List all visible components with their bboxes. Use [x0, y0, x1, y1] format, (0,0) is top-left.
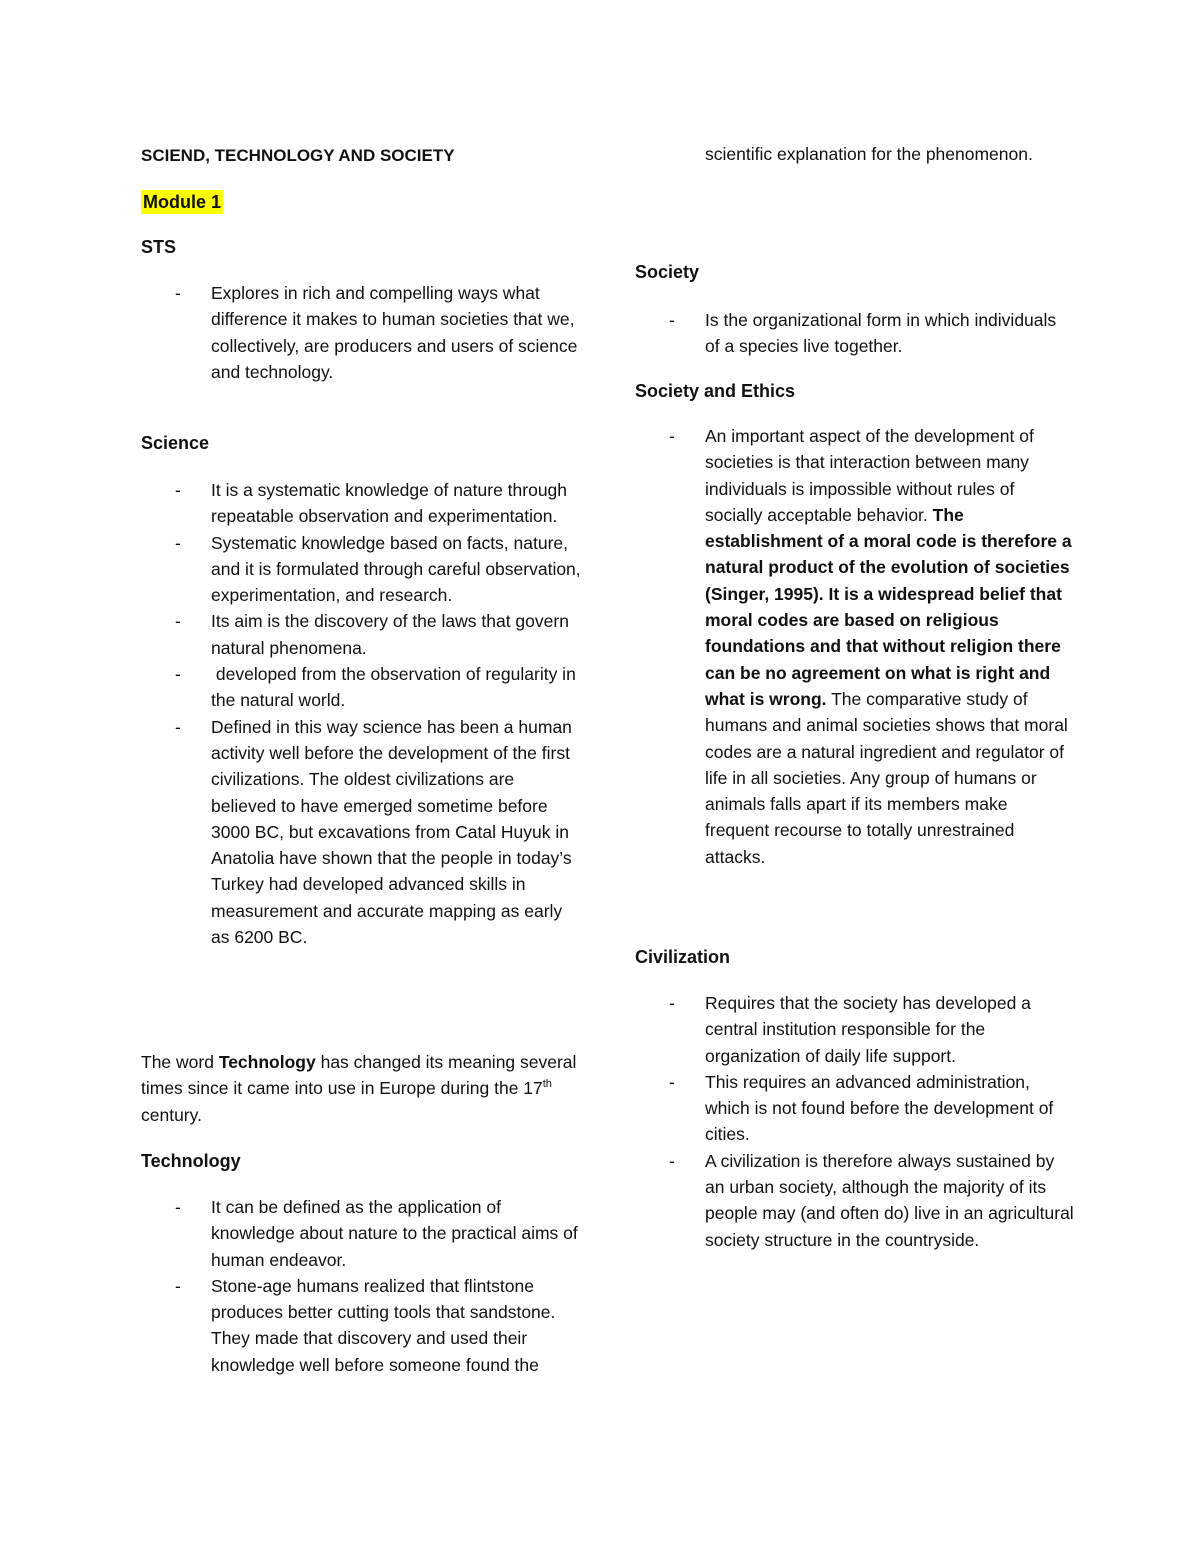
society-heading: Society	[635, 262, 700, 282]
list-item: - An important aspect of the development of societies is that interaction between many individuals is impossible without rules of socially acceptable behavior. The establishment of a moral code is therefore a natural product of the evolution of societies (Singer, 1995). It is a widespread belief that moral codes are based on religious foundations and that without religion there can be no agreement on what is right and what is wrong. The comparative study of humans and animal societies shows that moral codes are a natural ingredient and regulator of life in all societies. Any group of humans or animals falls apart if its members make frequent recourse to totally unrestrained attacks.	[635, 423, 1075, 870]
list-item: - Requires that the society has developed a central institution responsible for the organization of daily life support.	[635, 990, 1075, 1069]
bullet-dash: -	[669, 310, 675, 330]
list-item: - It is a systematic knowledge of nature through repeatable observation and experimentation.	[141, 477, 581, 530]
sts-heading: STS	[141, 237, 177, 257]
technology-heading: Technology	[141, 1151, 241, 1171]
technology-intro-paragraph: The word Technology has changed its meaning several times since it came into use in Europe during the 17th century.	[141, 1052, 577, 1125]
technology-continuation: scientific explanation for the phenomenon.	[705, 144, 1033, 164]
society-ethics-heading: Society and Ethics	[635, 381, 796, 401]
bullet-dash: -	[175, 1275, 181, 1296]
list-item: - Stone-age humans realized that flintstone produces better cutting tools that sandstone. They made that discovery and used their knowledge well before someone found the	[141, 1273, 581, 1378]
bullet-dash: -	[175, 283, 181, 303]
bullet-dash: -	[669, 1071, 675, 1092]
bullet-dash: -	[669, 1150, 675, 1171]
list-item: - Its aim is the discovery of the laws that govern natural phenomena.	[141, 608, 581, 661]
list-item: - Is the organizational form in which individuals of a species live together.	[635, 307, 1075, 360]
list-item: - Explores in rich and compelling ways what difference it makes to human societies that we, collectively, are producers and users of science and technology.	[141, 280, 581, 385]
society-list	[635, 307, 1075, 360]
science-heading: Science	[141, 433, 210, 453]
bullet-dash: -	[175, 611, 181, 632]
list-item: - Systematic knowledge based on facts, nature, and it is formulated through careful observation, experimentation, and research.	[141, 530, 581, 609]
list-item: - It can be defined as the application of knowledge about nature to the practical aims of human endeavor.	[141, 1194, 581, 1273]
document-title: SCIEND, TECHNOLOGY AND SOCIETY	[141, 146, 455, 165]
module-label: Module 1	[143, 192, 222, 212]
civilization-heading: Civilization	[635, 947, 731, 967]
list-item: - developed from the observation of regularity in the natural world.	[141, 661, 581, 714]
list-item: - This requires an advanced administration, which is not found before the development of cities.	[635, 1069, 1075, 1148]
bullet-dash: -	[175, 532, 181, 553]
bullet-dash: -	[175, 480, 181, 500]
science-list	[141, 477, 581, 950]
bullet-dash: -	[669, 426, 675, 446]
bullet-dash: -	[669, 993, 675, 1013]
bullet-dash: -	[175, 716, 181, 737]
bullet-dash: -	[175, 1197, 181, 1217]
civilization-list	[635, 990, 1075, 1253]
technology-list	[141, 1194, 581, 1378]
sts-list	[141, 280, 581, 385]
list-item: - Defined in this way science has been a human activity well before the development of the first civilizations. The oldest civilizations are believed to have emerged sometime before 3000 BC, but excavations from Catal Huyuk in Anatolia have shown that the people in today’s Turkey had developed advanced skills in measurement and accurate mapping as early as 6200 BC.	[141, 714, 581, 951]
bullet-dash: -	[175, 664, 181, 685]
list-item: - A civilization is therefore always sustained by an urban society, although the majority of its people may (and often do) live in an agricultural society structure in the countryside.	[635, 1148, 1075, 1253]
society-ethics-list	[635, 423, 1075, 870]
